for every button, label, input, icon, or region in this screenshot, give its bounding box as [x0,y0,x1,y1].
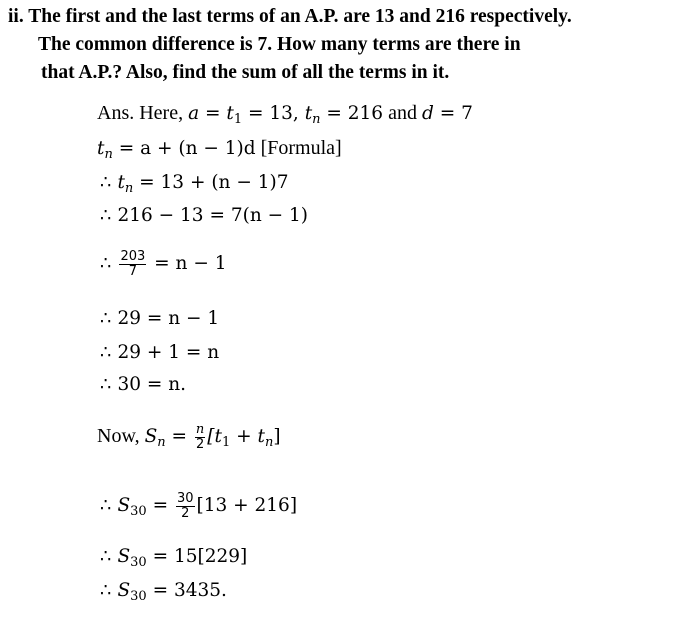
therefore-symbol: ∴ [100,205,112,226]
step-5: ∴ 29 + 1 = n [100,342,220,363]
therefore-symbol: ∴ [100,495,112,517]
step-7: ∴ $S_{30}$ = $\frac{30}{2}$ [13 + 216] [100,491,298,521]
therefore-symbol: ∴ [100,308,112,329]
step-6: ∴ 30 = n. [100,374,187,395]
question-line-3: that A.P.? Also, find the sum of all the terms in it. [41,62,450,83]
step-1: ∴ $t_n = 13 + (n - 1)7$ [100,172,289,196]
fraction: $\frac{n}{2}$ [195,422,205,452]
fraction: $\frac{30}{2}$ [176,491,194,521]
therefore-symbol: ∴ [100,172,112,193]
fraction: $\frac{203}{7}$ [120,249,146,279]
therefore-symbol: ∴ [100,342,112,363]
therefore-symbol: ∴ [100,374,112,395]
step-8: ∴ $S_{30} = 15[229]$ [100,546,248,570]
therefore-symbol: ∴ [100,580,112,601]
sum-formula-line: Now, $S_n$ = $\frac{n}{2}$ $[t_1 + t_n]$ [97,422,281,452]
question-line-2: The common difference is 7. How many terms are there in [38,34,521,55]
therefore-symbol: ∴ [100,546,112,567]
step-9: ∴ $S_{30} = 3435$. [100,580,227,604]
formula-line: $t_n = a + (n - 1)d$ [Formula] [97,137,342,162]
question-line-1: ii. The first and the last terms of an A.P. are 13 and 216 respectively. [8,6,572,27]
step-3: ∴ $\frac{203}{7}$ = n − 1 [100,249,227,279]
given-line: Ans. Here, $a = t_1 = 13$, $t_n = 216$ and d = 7 [97,102,473,127]
step-4: ∴ 29 = n − 1 [100,308,220,329]
step-2: ∴ 216 − 13 = 7(n − 1) [100,205,308,226]
question-number: ii. [8,6,24,27]
therefore-symbol: ∴ [100,253,112,275]
